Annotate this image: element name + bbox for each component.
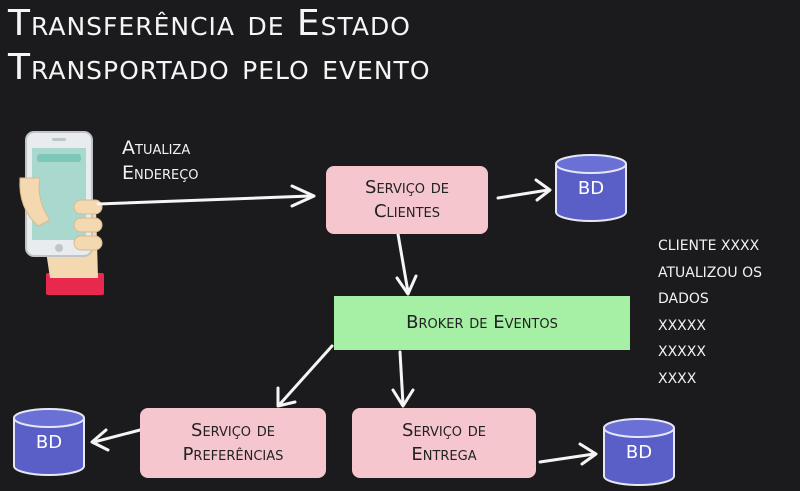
service-preferencias-line-1: Serviço de <box>191 420 275 441</box>
event-line-6: XXXX <box>658 370 697 387</box>
event-broker-label: Broker de Eventos <box>406 312 558 333</box>
note-line-2: Endereço <box>122 162 199 184</box>
note-line-1: Atualiza <box>122 137 191 159</box>
database-preferencias-label: BD <box>35 432 63 453</box>
database-entrega-label: BD <box>625 442 653 463</box>
service-preferencias <box>140 408 326 478</box>
arrow-broker-to-entrega <box>400 352 403 404</box>
title-line-2: Transportado pelo evento <box>8 47 431 88</box>
event-line-2: ATUALIZOU OS <box>658 264 763 281</box>
database-preferencias <box>12 408 86 476</box>
service-entrega-line-1: Serviço de <box>402 420 486 441</box>
title-line-1: Transferência de Estado <box>8 3 411 44</box>
database-clientes-label: BD <box>577 178 605 199</box>
arrow-phone-to-clientes <box>98 196 310 204</box>
service-entrega <box>352 408 536 478</box>
event-line-4: XXXXX <box>658 317 706 334</box>
service-clientes-line-2: Clientes <box>373 201 440 222</box>
event-payload-text <box>658 233 762 392</box>
event-line-5: XXXXX <box>658 344 706 360</box>
arrow-broker-to-preferencias <box>280 346 332 404</box>
event-broker <box>334 296 630 350</box>
service-entrega-line-2: Entrega <box>411 444 477 465</box>
service-clientes-line-1: Serviço de <box>365 177 449 198</box>
event-line-1: CLIENTE XXXX <box>658 238 760 254</box>
service-preferencias-line-2: Preferências <box>182 444 284 465</box>
database-entrega <box>602 418 676 486</box>
database-clientes <box>554 154 628 222</box>
service-clientes <box>326 166 488 234</box>
event-line-3: DADOS <box>658 291 709 307</box>
